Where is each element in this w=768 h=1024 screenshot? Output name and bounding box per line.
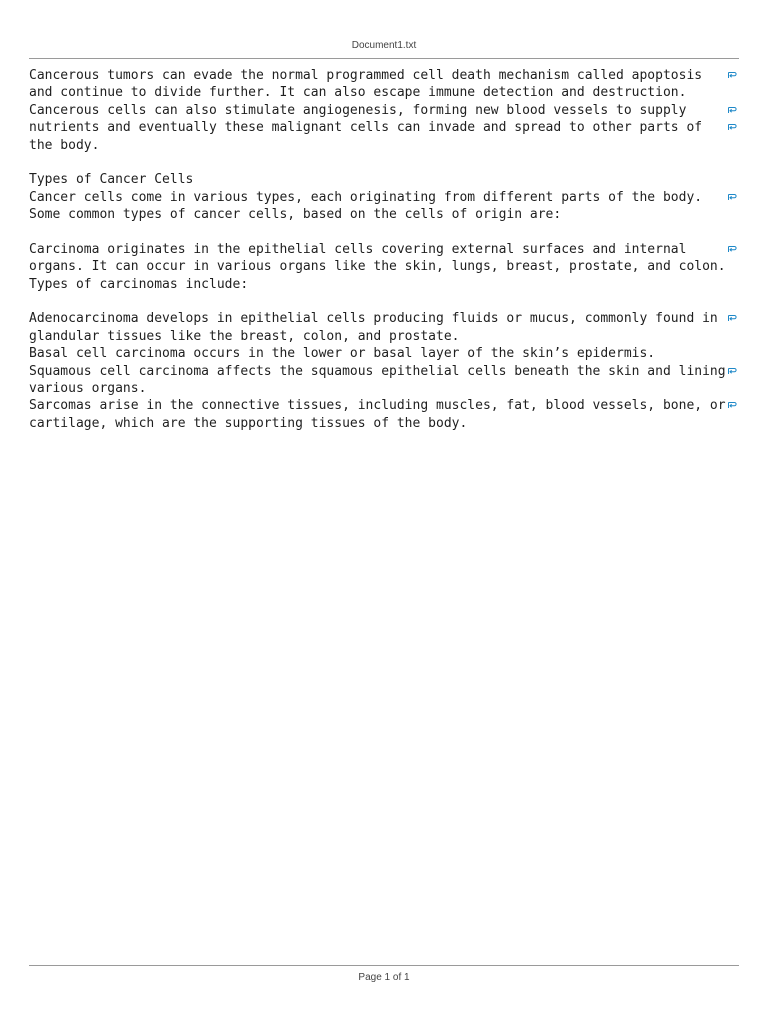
text-line [29, 119, 739, 136]
text-line [29, 137, 739, 154]
text-line [29, 363, 739, 380]
line-text: Some common types of cancer cells, based on the cells of origin are: [29, 207, 562, 223]
line-text: Squamous cell carcinoma affects the squamous epithelial cells beneath the skin and lining [29, 363, 726, 379]
line-text: Types of carcinomas include: [29, 276, 249, 292]
word-wrap-icon [727, 122, 737, 132]
text-line [29, 206, 739, 223]
text-line [29, 171, 739, 188]
line-text: Types of Cancer Cells [29, 172, 194, 188]
text-line [29, 345, 739, 362]
text-line [29, 189, 739, 206]
document-title: Document1.txt [351, 40, 417, 51]
word-wrap-icon [727, 244, 737, 254]
word-wrap-icon [727, 366, 737, 376]
line-text: glandular tissues like the breast, colon, and prostate. [29, 328, 460, 344]
text-line [29, 415, 739, 432]
blank-line [29, 154, 739, 171]
line-text: cartilage, which are the supporting tissues of the body. [29, 415, 468, 431]
header-divider [29, 58, 739, 59]
blank-line [29, 293, 739, 310]
text-line [29, 310, 739, 327]
text-line [29, 102, 739, 119]
word-wrap-icon [727, 313, 737, 323]
text-line [29, 397, 739, 414]
blank-line [29, 224, 739, 241]
text-line [29, 380, 739, 397]
text-line [29, 328, 739, 345]
page-number: Page 1 of 1 [358, 972, 410, 983]
word-wrap-icon [727, 105, 737, 115]
word-wrap-icon [727, 192, 737, 202]
line-text: organs. It can occur in various organs like the skin, lungs, breast, prostate, and colon. [29, 259, 726, 275]
line-text: and continue to divide further. It can also escape immune detection and destruction. [29, 85, 687, 101]
word-wrap-icon [727, 70, 737, 80]
text-line [29, 258, 739, 275]
line-text: Cancerous cells can also stimulate angiogenesis, forming new blood vessels to supply [29, 102, 687, 118]
line-text: the body. [29, 137, 100, 153]
line-text: nutrients and eventually these malignant cells can invade and spread to other parts of [29, 120, 703, 136]
text-line [29, 241, 739, 258]
text-line [29, 276, 739, 293]
document-body [29, 67, 739, 432]
line-text: Cancerous tumors can evade the normal programmed cell death mechanism called apoptosis [29, 68, 703, 83]
text-line [29, 67, 739, 84]
line-text: Carcinoma originates in the epithelial cells covering external surfaces and internal [29, 241, 687, 257]
line-text: Adenocarcinoma develops in epithelial cells producing fluids or mucus, commonly found in [29, 311, 718, 327]
text-line [29, 84, 739, 101]
line-text: Basal cell carcinoma occurs in the lower or basal layer of the skin’s epidermis. [29, 346, 656, 362]
line-text: Sarcomas arise in the connective tissues, including muscles, fat, blood vessels, bone, or [29, 398, 726, 414]
line-text: various organs. [29, 381, 147, 397]
footer-divider [29, 965, 739, 966]
word-wrap-icon [727, 400, 737, 410]
line-text: Cancer cells come in various types, each originating from different parts of the body. [29, 189, 703, 205]
